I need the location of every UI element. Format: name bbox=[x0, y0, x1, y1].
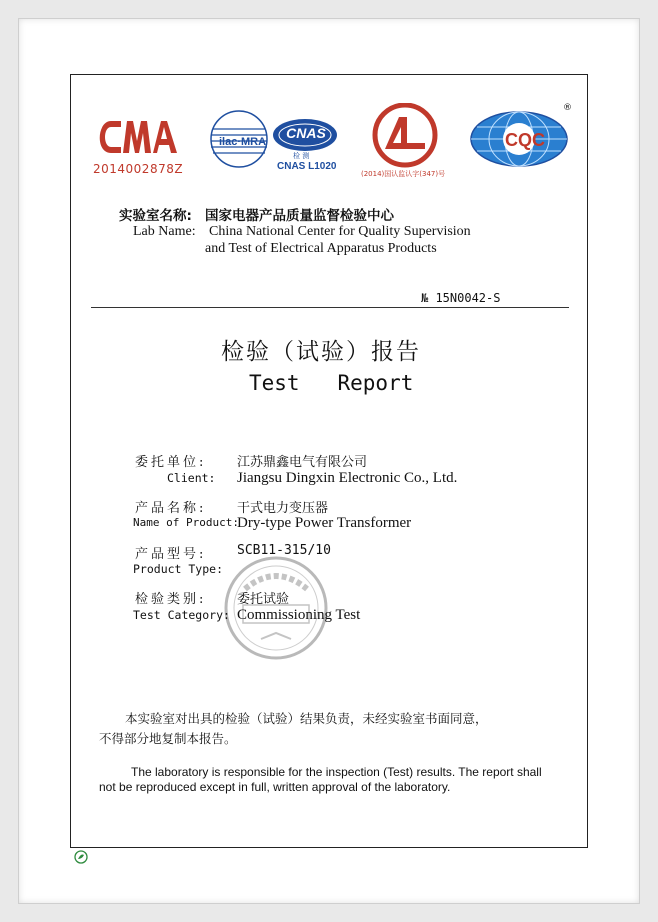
lab-label-cn: 实验室名称: bbox=[119, 208, 192, 224]
cnas-sub: 检 测 bbox=[293, 152, 310, 160]
cnas-mark: CNAS bbox=[286, 125, 326, 141]
statement-cn-line2: 不得部分地复制本报告。 bbox=[99, 731, 237, 746]
lab-name-cn: 国家电器产品质量监督检验中心 bbox=[205, 208, 394, 224]
title-en: Test Report bbox=[249, 371, 414, 395]
svg-text:CQC: CQC bbox=[505, 130, 545, 150]
header-divider bbox=[91, 307, 569, 308]
test-category-label-cn: 检验类别: bbox=[135, 592, 207, 607]
svg-text:ilac·MRA: ilac·MRA bbox=[219, 136, 267, 148]
lab-name-en-line1: China National Center for Quality Supervision bbox=[209, 224, 471, 239]
cqc-globe-icon bbox=[469, 103, 573, 175]
test-category-label-en: Test Category: bbox=[133, 608, 230, 622]
cma-code: 2014002878Z bbox=[93, 162, 184, 176]
product-name-label-cn: 产品名称: bbox=[135, 501, 207, 516]
client-label-en: Client: bbox=[167, 471, 216, 485]
product-type-label-cn: 产品型号: bbox=[135, 547, 207, 562]
statement-en-line2: not be reproduced except in full, written approval of the laboratory. bbox=[99, 780, 451, 794]
lab-label-en: Lab Name: bbox=[133, 224, 196, 239]
cnas-code: CNAS L1020 bbox=[277, 161, 337, 172]
product-type-value: SCB11-315/10 bbox=[237, 543, 331, 558]
title-cn: 检验（试验）报告 bbox=[221, 339, 421, 365]
eco-mark-icon bbox=[74, 849, 88, 868]
product-name-value-en: Dry-type Power Transformer bbox=[237, 515, 412, 531]
test-category-value-cn: 委托试验 bbox=[237, 592, 290, 607]
product-type-label-en: Product Type: bbox=[133, 562, 224, 576]
product-name-value-cn: 干式电力变压器 bbox=[237, 501, 329, 516]
cma-seal-icon bbox=[91, 111, 183, 181]
client-value-en: Jiangsu Dingxin Electronic Co., Ltd. bbox=[237, 470, 458, 486]
report-number: № 15N0042-S bbox=[421, 291, 501, 305]
statement-cn-line1: 本实验室对出具的检验（试验）结果负责，未经实验室书面同意， bbox=[125, 711, 488, 726]
statement-en-line1: The laboratory is responsible for the inspection (Test) results. The report shall bbox=[131, 765, 542, 779]
product-name-label-en: Name of Product: bbox=[133, 516, 239, 529]
test-category-value-en: Commissioning Test bbox=[237, 607, 361, 623]
registered-mark: ® bbox=[563, 103, 572, 113]
client-value-cn: 江苏鼎鑫电气有限公司 bbox=[237, 455, 368, 470]
client-label-cn: 委托单位: bbox=[135, 455, 207, 470]
lab-name-en-line2: and Test of Electrical Apparatus Products bbox=[205, 241, 437, 256]
cal-code: (2014)国认监认字(347)号 bbox=[361, 170, 446, 178]
cal-seal-icon bbox=[361, 103, 451, 183]
ilac-cnas-logo bbox=[207, 109, 341, 181]
report-page bbox=[70, 74, 588, 848]
